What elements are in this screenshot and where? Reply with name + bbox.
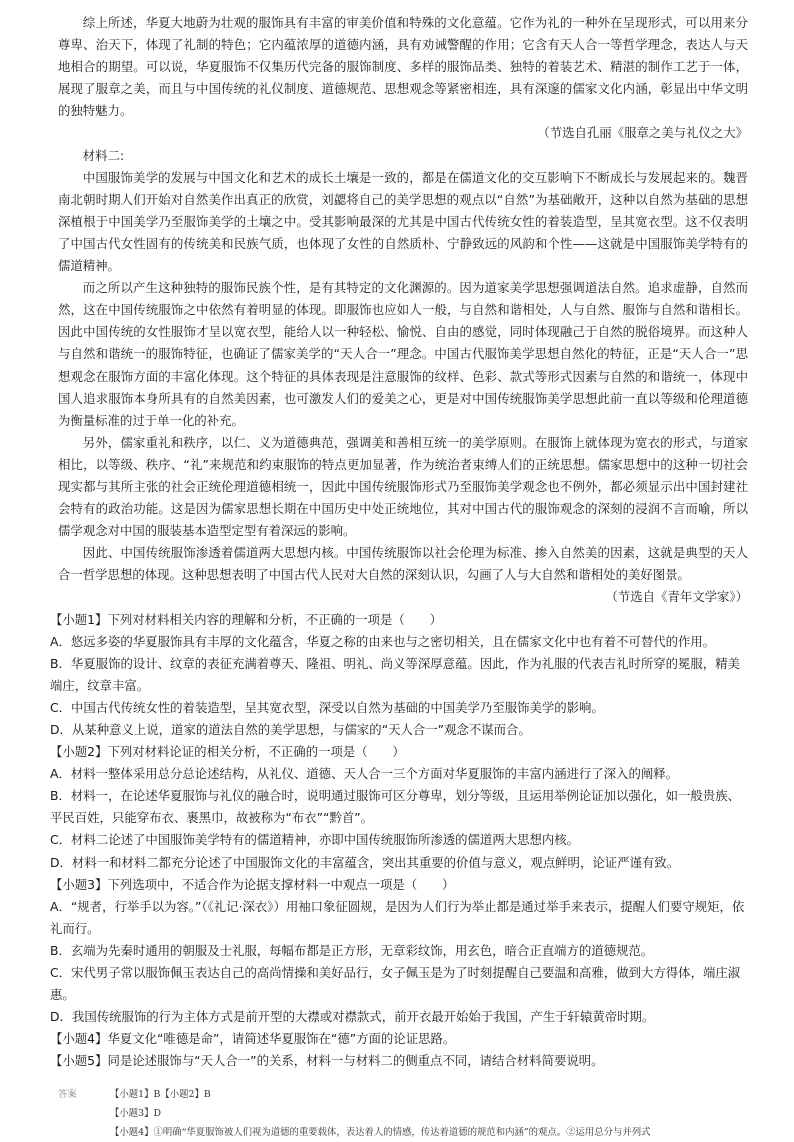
answer-line: 【小题3】D [110,1107,161,1119]
material-two-paragraph: 而之所以产生这种独特的服饰民族个性，是有其特定的文化渊源的。因为道家美学思想强调道法自然。追求虚静，自然而然，这在中国传统服饰之中依然有着明显的体现。即服饰也应如人一般，与自然和谐相处，人与自然、服饰与自然和谐相长。因此中国传统的女性服饰才呈以宽衣型，能给人以一种轻松、愉悦、自由的感觉，同时体现融己于自然的脱俗境界。而这种人与自然和谐统一的服饰特征，也确证了儒家美学的“天人合一”理念。中国古代服饰美学思想自然化的特征，正是“天人合一”思想观念在服饰方面的丰富化体现。这个特征的具体表现是注意服饰的纹样、色彩、款式等形式因素与自然的和谐统一，体现中国人追求服饰本身所具有的自然美因素，也可激发人们的爱美之心，更是对中国传统服饰美学思想此前一直以等级和伦理道德为衡量标准的过于单一化的补充。 [58,280,748,428]
question-2 [50,741,748,874]
question-option: C．中国古代传统女性的着装造型，呈其宽衣型，深受以自然为基础的中国美学乃至服饰美学的影响。 [50,699,604,715]
question-stem: 【小题2】下列对材料论证的相关分析，不正确的一项是（ ） [50,744,405,760]
material-two-label: 材料二: [82,147,125,163]
material-one-conclusion [58,12,748,145]
question-stem: 【小题5】同是论述服饰与“天人合一”的关系，材料一与材料二的侧重点不同，请结合材料简要说明。 [50,1053,604,1069]
question-option: B．材料一，在论述华夏服饰与礼仪的融合时，说明通过服饰可区分尊卑，划分等级，且运用举例论证加以强化，如一般贵族、平民百姓，只能穿布衣、裹黑巾，故被称为“布衣”“黔首”。 [50,788,740,826]
question-option: A．悠远多姿的华夏服饰具有丰厚的文化蕴含，华夏之称的由来也与之密切相关，且在儒家文化中也有着不可替代的作用。 [50,633,716,649]
question-option: B．华夏服饰的设计、纹章的表征充满着尊天、隆祖、明礼、尚义等深厚意蕴。因此，作为礼服的代表吉礼时所穿的冕服，精美端庄，纹章丰富。 [50,655,740,693]
material-one-source: （节选自孔丽《服章之美与礼仪之大》 [537,125,748,141]
question-4 [50,1028,748,1050]
question-stem: 【小题3】下列选项中，不适合作为论据支撑材料一中观点一项是（ ） [50,876,455,892]
question-stem: 【小题1】下列对材料相关内容的理解和分析，不正确的一项是（ ） [50,611,442,627]
material-two [58,145,748,609]
answers-section [58,1085,748,1142]
conclusion-paragraph: 综上所述，华夏大地蔚为壮观的服饰具有丰富的审美价值和特殊的文化意蕴。它作为礼的一种外在呈现形式，可以用来分尊卑、治天下，体现了礼制的特色；它内蕴浓厚的道德内涵，具有劝诫警醒的作用；它含有天人合一等哲学理念，表达人与天地相合的期望。可以说，华夏服饰不仅集历代完备的服饰制度、多样的服饰品类、独特的着装艺术、精湛的制作工艺于一体，展现了服章之美，而且与中国传统的礼仪制度、道德规范、思想观念等紧密相连，具有深邃的儒家文化内涵，彰显出中华文明的独特魅力。 [58,15,748,119]
answer-line: 【小题4】①明确“华夏服饰被人们视为道德的重要载体，表达着人的情感，传达着道德的规范和内涵”的观点。②运用总分与并列式 [110,1126,651,1138]
material-two-paragraph: 中国服饰美学的发展与中国文化和艺术的成长土壤是一致的，都是在儒道文化的交互影响下不断成长与发展起来的。魏晋南北朝时期人们开始对自然美作出真正的欣赏，刘勰将自己的美学思想的观点以“自然”为基础敞开，这种以自然为基础的思想深植根于中国美学乃至服饰美学的土壤之中。受其影响最深的尤其是中国古代传统女性的着装造型，呈其宽衣型。这不仅表明了中国古代女性固有的传统美和民族气质，也体现了女性的自然质朴、宁静致远的风韵和个性——这就是中国服饰美学特有的儒道精神。 [58,169,748,274]
material-two-source: （节选自《青年文学家》） [605,589,748,605]
question-3 [50,874,748,1029]
question-option: D．从某种意义上说，道家的道法自然的美学思想，与儒家的“天人合一”观念不谋而合。 [50,722,531,737]
questions-section [50,609,748,1073]
answers-tag: 答案 [58,1088,77,1100]
answer-line: 【小题1】B【小题2】B [110,1088,211,1100]
question-option: D．我国传统服饰的行为主体方式是前开型的大襟或对襟款式，前开衣最开始始于我国，产生于轩辕黄帝时期。 [50,1009,655,1025]
question-option: B．玄端为先秦时通用的朝服及士礼服，每幅布都是正方形，无章彩纹饰，用玄色，暗合正直端方的道德规范。 [50,942,654,958]
question-option: A．材料一整体采用总分总论述结构，从礼仪、道德、天人合一三个方面对华夏服饰的丰富内涵进行了深入的阐释。 [50,766,679,782]
question-1 [50,609,748,742]
question-option: A．“规者，行举手以为容。”（《礼记·深衣》）用袖口象征圆规，是因为人们行为举止都是通过举手来表示，提醒人们要守规矩，依礼而行。 [50,898,745,936]
question-stem: 【小题4】华夏文化“唯德是命”，请简述华夏服饰在“德”方面的论证思路。 [50,1031,456,1047]
question-option: C．宋代男子常以服饰佩玉表达自己的高尚情操和美好品行，女子佩玉是为了时刻提醒自己要温和高雅，做到大方得体，端庄淑惠。 [50,965,741,1003]
material-two-paragraph: 另外，儒家重礼和秩序，以仁、义为道德典范，强调美和善相互统一的美学原则。在服饰上就体现为宽衣的形式，与道家相比，以等级、秩序、“礼”来规范和约束服饰的特点更加显著，作为统治者束缚人们的正统思想。儒家思想中的这种一切社会现实都与其所主张的社会正统伦理道德相统一，因此中国传统服饰形式乃至服饰美学观念也不例外，都必须显示出中国封建社会特有的政治功能。这是因为儒家思想长期在中国历史中处正统地位，其对中国古代的服饰观念的深刻的浸润不言而喻，所以儒学观念对中国的服装基本造型定型有着深远的影响。 [58,434,748,539]
material-two-paragraph: 因此、中国传统服饰渗透着儒道两大思想内核。中国传统服饰以社会伦理为标准、掺入自然美的因素，这就是典型的天人合一哲学思想的体现。这种思想表明了中国古代人民对大自然的深刻认识，勾画了人与大自然和谐相处的美好图景。 [58,545,748,583]
question-5 [50,1050,748,1072]
question-option: D．材料一和材料二都充分论述了中国服饰文化的丰富蕴含，突出其重要的价值与意义，观点鲜明，论证严谨有致。 [50,854,680,870]
question-option: C．材料二论述了中国服饰美学特有的儒道精神，亦即中国传统服饰所渗透的儒道两大思想内核。 [50,832,580,848]
